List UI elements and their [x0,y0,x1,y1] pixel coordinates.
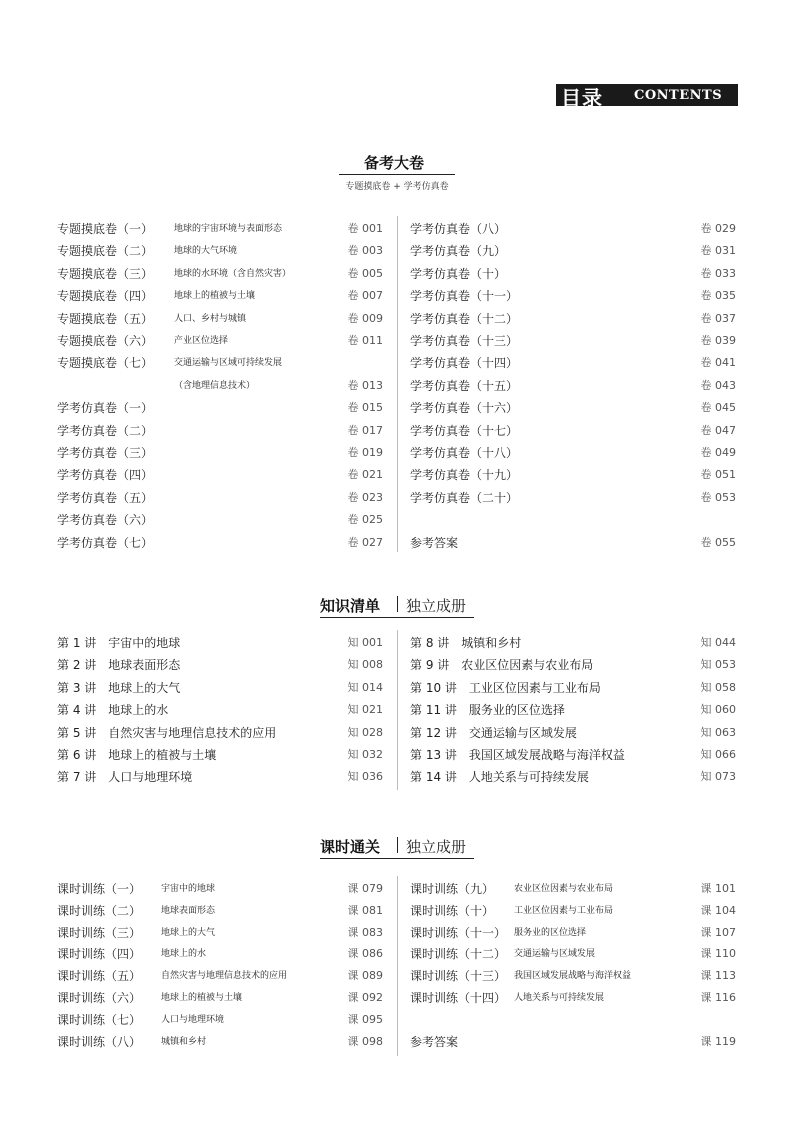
entry-page-number: 卷 041 [700,356,736,370]
toc-entry[interactable] [410,944,736,964]
entry-label: 参考答案 [410,535,459,550]
contents-badge [556,84,738,110]
entry-label: 专题摸底卷（二） [57,244,154,259]
entry-label: 课时训练（四） [57,947,142,962]
toc-entry[interactable] [410,1032,736,1052]
entry-label: 学考仿真卷（六） [57,513,154,528]
entry-label: 课时训练（五） [57,969,142,984]
entry-label: 学考仿真卷（三） [57,446,154,460]
entry-topic: 地球表面形态 [161,905,216,916]
section3-divider [397,876,398,1056]
entry-topic: 地球上的植被与土壤 [161,993,243,1003]
entry-label: 第 10 讲 工业区位因素与工业布局 [410,680,601,695]
entry-label: 专题摸底卷（四） [57,289,154,304]
entry-topic: 地球上的植被与土壤 [174,291,256,302]
entry-page-number: 卷 005 [347,266,383,280]
entry-label: 学考仿真卷（十七） [410,423,519,438]
entry-page-number: 卷 053 [700,490,736,504]
entry-label: 第 5 讲 自然灾害与地理信息技术的应用 [57,725,277,740]
toc-entry[interactable] [410,901,736,921]
entry-topic: 地球上的大气 [161,927,216,938]
entry-page-number: 课 119 [700,1034,736,1048]
entry-label: 第 12 讲 交通运输与区域发展 [410,725,577,740]
entry-page-number: 课 081 [347,903,383,917]
toc-entry[interactable] [410,309,736,329]
entry-page-number: 卷 017 [347,423,383,437]
entry-label: 学考仿真卷（一） [57,401,154,416]
entry-topic: 人口与地理环境 [161,1014,225,1025]
entry-label: 参考答案 [410,1034,459,1049]
entry-label: 课时训练（八） [57,1034,142,1049]
toc-entry[interactable] [57,988,383,1008]
entry-label: 学考仿真卷（二十） [410,490,519,505]
entry-page-number: 知 053 [700,658,736,672]
entry-label: 第 6 讲 地球上的植被与土壤 [57,748,217,762]
entry-label: 第 1 讲 宇宙中的地球 [57,636,181,650]
entry-label: 学考仿真卷（七） [57,535,154,550]
entry-page-number: 卷 051 [700,468,736,482]
toc-entry[interactable] [57,488,383,508]
entry-label: 学考仿真卷（九） [410,244,507,259]
entry-label: 课时训练（六） [57,991,142,1005]
entry-page-number: 卷 021 [347,468,383,482]
entry-page-number: 知 028 [347,725,383,739]
toc-entry[interactable] [57,533,383,553]
entry-label: 学考仿真卷（十三） [410,334,519,348]
entry-page-number: 课 086 [347,947,383,961]
toc-entry[interactable] [57,879,383,899]
toc-entry[interactable] [57,745,383,765]
entry-page-number: 卷 047 [700,423,736,437]
entry-page-number: 知 032 [347,748,383,761]
entry-label: 学考仿真卷（十五） [410,378,519,393]
toc-entry[interactable] [57,219,383,239]
entry-topic: （含地理信息技术） [174,380,256,391]
toc-entry[interactable] [57,443,383,463]
entry-page-number: 卷 037 [700,311,736,325]
toc-entry[interactable] [57,510,383,530]
entry-label: 课时训练（三） [57,925,142,940]
entry-page-number: 卷 019 [347,446,383,459]
entry-topic: 交通运输与区域发展 [514,949,596,960]
toc-entry[interactable] [57,655,383,675]
entry-label: 课时训练（一） [57,882,142,896]
entry-topic: 地球的水环境（含自然灾害） [174,268,292,279]
toc-entry[interactable] [410,533,736,553]
toc-entry[interactable] [57,1032,383,1052]
entry-page-number: 卷 011 [347,334,383,347]
toc-entry[interactable] [410,510,736,530]
entry-page-number: 课 089 [347,969,383,983]
entry-topic: 自然灾害与地理信息技术的应用 [161,971,288,982]
toc-entry[interactable] [410,264,736,284]
entry-page-number: 课 116 [700,991,736,1004]
entry-page-number: 卷 035 [700,289,736,303]
toc-entry[interactable] [410,488,736,508]
toc-entry[interactable] [410,376,736,396]
toc-entry[interactable] [410,879,736,899]
entry-label: 第 11 讲 服务业的区位选择 [410,703,565,718]
entry-label: 专题摸底卷（六） [57,334,154,348]
entry-page-number: 课 101 [700,882,736,895]
entry-page-number: 卷 033 [700,266,736,280]
toc-entry[interactable] [57,398,383,418]
toc-entry[interactable] [57,241,383,261]
toc-entry[interactable] [57,376,383,396]
toc-entry[interactable] [410,678,736,698]
entry-page-number: 课 095 [347,1012,383,1026]
toc-entry[interactable] [410,1010,736,1030]
entry-page-number: 课 113 [700,969,736,983]
entry-page-number: 课 107 [700,925,736,939]
entry-label: 课时训练（十二） [410,947,507,962]
toc-entry[interactable] [410,700,736,720]
entry-topic: 交通运输与区域可持续发展 [174,358,283,369]
entry-label: 学考仿真卷（十） [410,266,507,281]
entry-page-number: 卷 001 [347,222,383,235]
entry-page-number: 卷 043 [700,378,736,392]
toc-entry[interactable] [57,286,383,306]
entry-topic: 地球上的水 [161,949,207,960]
entry-page-number: 课 092 [347,991,383,1004]
toc-entry[interactable] [410,923,736,943]
entry-topic: 人地关系与可持续发展 [514,993,605,1003]
toc-entry[interactable] [410,353,736,373]
section2-title-bar [397,596,398,612]
entry-page-number: 课 098 [347,1034,383,1048]
section3-subtitle: 独立成册 [406,838,467,856]
entry-label: 课时训练（十） [410,903,495,918]
section3-title: 课时通关 [320,838,381,856]
entry-page-number: 知 066 [700,748,736,761]
toc-entry[interactable] [410,745,736,765]
entry-topic: 农业区位因素与农业布局 [514,884,614,894]
entry-label: 第 14 讲 人地关系与可持续发展 [410,770,589,785]
entry-label: 学考仿真卷（八） [410,222,507,236]
toc-entry[interactable] [57,353,383,373]
entry-page-number: 知 036 [347,770,383,784]
toc-entry[interactable] [410,398,736,418]
entry-page-number: 卷 007 [347,289,383,303]
toc-entry[interactable] [57,923,383,943]
entry-topic: 宇宙中的地球 [161,884,216,894]
entry-label: 第 13 讲 我国区域发展战略与海洋权益 [410,748,625,762]
entry-page-number: 卷 031 [700,244,736,258]
entry-label: 第 7 讲 人口与地理环境 [57,770,193,785]
toc-entry[interactable] [410,241,736,261]
toc-entry[interactable] [57,723,383,743]
entry-page-number: 卷 049 [700,446,736,459]
entry-label: 第 2 讲 地球表面形态 [57,658,181,673]
entry-label: 学考仿真卷（十一） [410,289,519,304]
entry-label: 第 9 讲 农业区位因素与农业布局 [410,658,594,673]
toc-entry[interactable] [410,988,736,1008]
section2-divider [397,630,398,790]
entry-page-number: 知 014 [347,680,383,694]
entry-label: 课时训练（十一） [410,925,507,940]
entry-label: 课时训练（十四） [410,991,507,1005]
entry-page-number: 课 079 [347,882,383,895]
entry-page-number: 卷 013 [347,378,383,392]
entry-topic: 工业区位因素与工业布局 [514,905,614,916]
entry-page-number: 卷 055 [700,535,736,549]
toc-entry[interactable] [57,944,383,964]
entry-label: 课时训练（二） [57,903,142,918]
toc-entry[interactable] [410,219,736,239]
entry-label: 第 8 讲 城镇和乡村 [410,636,522,650]
entry-topic: 我国区域发展战略与海洋权益 [514,971,632,982]
toc-entry[interactable] [410,286,736,306]
entry-label: 专题摸底卷（三） [57,266,154,281]
entry-page-number: 卷 009 [347,311,383,325]
entry-topic: 地球的大气环境 [174,246,238,257]
entry-label: 学考仿真卷（十九） [410,468,519,483]
toc-entry[interactable] [57,1010,383,1030]
toc-entry[interactable] [57,309,383,329]
toc-entry[interactable] [410,655,736,675]
toc-entry[interactable] [57,966,383,986]
entry-topic: 城镇和乡村 [161,1036,207,1047]
entry-page-number: 课 110 [700,947,736,961]
entry-page-number: 知 073 [700,770,736,784]
toc-entry[interactable] [410,443,736,463]
badge-title-en: CONTENTS [634,88,723,103]
entry-label: 学考仿真卷（五） [57,490,154,505]
toc-entry[interactable] [57,465,383,485]
toc-entry[interactable] [57,700,383,720]
entry-label: 学考仿真卷（十六） [410,401,519,416]
entry-page-number: 卷 045 [700,401,736,415]
entry-page-number: 卷 023 [347,490,383,504]
entry-label: 专题摸底卷（五） [57,311,154,326]
entry-page-number: 知 063 [700,725,736,739]
toc-entry[interactable] [410,723,736,743]
toc-entry[interactable] [410,421,736,441]
entry-page-number: 知 060 [700,703,736,717]
entry-page-number: 知 001 [347,636,383,649]
entry-label: 课时训练（十三） [410,969,507,984]
toc-entry[interactable] [410,465,736,485]
section1-divider [397,216,398,552]
entry-page-number: 卷 003 [347,244,383,258]
section1-underline [339,174,455,175]
entry-page-number: 知 008 [347,658,383,672]
entry-label: 学考仿真卷（四） [57,468,154,483]
entry-page-number: 卷 025 [347,513,383,527]
entry-page-number: 课 104 [700,903,736,917]
entry-page-number: 卷 039 [700,334,736,347]
entry-label: 课时训练（九） [410,882,495,896]
entry-label: 第 3 讲 地球上的大气 [57,680,181,695]
entry-label: 专题摸底卷（七） [57,356,154,371]
entry-topic: 人口、乡村与城镇 [174,313,247,324]
section2-underline [320,617,474,618]
entry-topic: 产业区位选择 [174,336,229,346]
entry-page-number: 卷 027 [347,535,383,549]
section1-title: 备考大卷 [364,154,425,172]
toc-entry[interactable] [410,966,736,986]
entry-page-number: 卷 029 [700,222,736,235]
toc-entry[interactable] [57,421,383,441]
toc-entry[interactable] [410,331,736,351]
toc-entry[interactable] [410,767,736,787]
toc-entry[interactable] [57,678,383,698]
entry-page-number: 卷 015 [347,401,383,415]
section3-underline [320,858,474,859]
badge-title-cjk: 目录 [561,86,603,110]
toc-entry[interactable] [410,633,736,653]
section1-subtitle: 专题摸底卷 + 学考仿真卷 [345,182,449,192]
entry-topic: 服务业的区位选择 [514,927,587,938]
toc-entry[interactable] [57,331,383,351]
entry-label: 第 4 讲 地球上的水 [57,703,169,718]
section2-subtitle: 独立成册 [406,597,467,615]
entry-label: 学考仿真卷（二） [57,423,154,438]
toc-entry[interactable] [57,901,383,921]
entry-label: 学考仿真卷（十八） [410,446,519,460]
section3-title-bar [397,837,398,853]
toc-entry[interactable] [57,767,383,787]
entry-label: 课时训练（七） [57,1012,142,1027]
entry-label: 学考仿真卷（十二） [410,311,519,326]
entry-page-number: 知 058 [700,680,736,694]
entry-page-number: 知 021 [347,703,383,717]
entry-label: 学考仿真卷（十四） [410,356,519,371]
entry-topic: 地球的宇宙环境与表面形态 [174,224,283,234]
section2-title: 知识清单 [320,597,381,615]
toc-entry[interactable] [57,264,383,284]
entry-label: 专题摸底卷（一） [57,222,154,236]
entry-page-number: 知 044 [700,636,736,649]
entry-page-number: 课 083 [347,925,383,939]
toc-entry[interactable] [57,633,383,653]
